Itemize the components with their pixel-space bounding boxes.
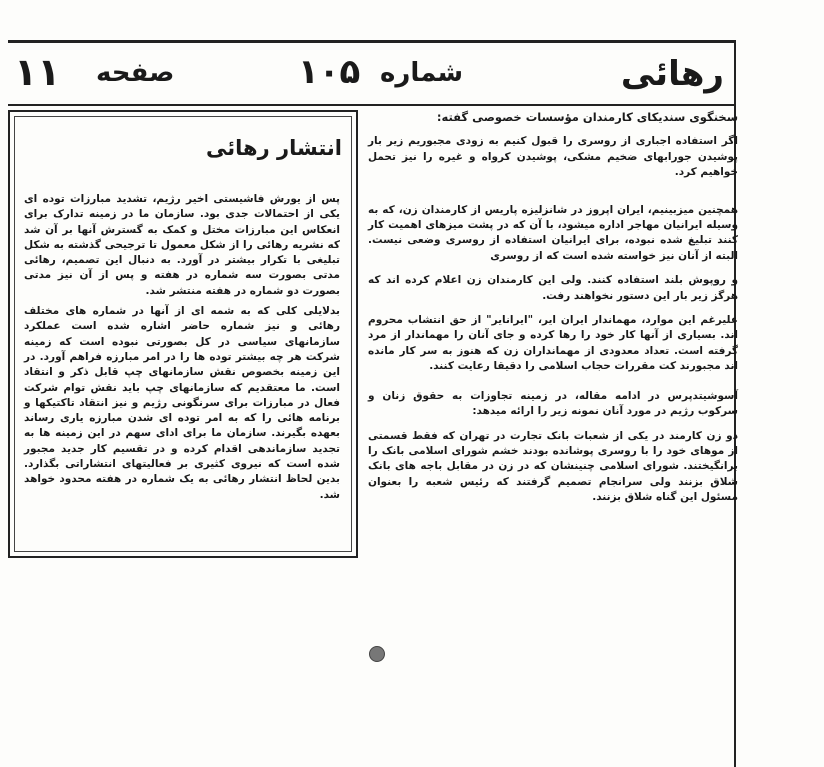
column-paragraph: علیرغم این موارد، مهماندار ایران ایر، "ایرانایر" از حق انتشاب محروم اند. بسیاری از آنها کار خود را رها کرده و جای آنان را مهماندار از مرد گرفته است. تعداد معدودی از مهمانداران زن که هنوز به سر کار مانده اند مجبورند کت مقررات حجاب اسلامی را دقیقا رعایت کنند. [368, 314, 738, 373]
column-paragraph: و روپوش بلند استفاده کنند. ولی این کارمندان زن اعلام کرده اند که هرگز زیر بار این دستور نخواهند رفت. [368, 274, 738, 302]
publication-name: رهائی [620, 54, 724, 94]
issue-number: ۱۰۵ [298, 52, 361, 92]
boxed-article [8, 110, 358, 558]
column-lead: سخنگوی سندیکای کارمندان مؤسسات خصوصی گفته: [436, 110, 738, 124]
news-column [368, 110, 738, 515]
column-paragraph: آسوشیتدپرس در ادامه مقاله، در زمینه تجاوزات به حقوق زنان و سرکوب رژیم در مورد آنان نمونه زیر را ارائه میدهد: [368, 389, 738, 418]
column-paragraph: همچنین میزبینیم، ایران اپروز در شانزلیزه پاریس از کارمندان زن، که به وسیله ایرانیان مهاجر اداره میشود، با آن که در پشت میزهای اهمیت کار کنند تبلیغ شده نبوده، برای ایرانیان استفاده از روسری وضعی نیست. البته از آنان نیز خواسته شده است که از روسری [368, 203, 738, 262]
top-rule [8, 40, 736, 43]
column-paragraph: دو زن کارمند در یکی از شعبات بانک تجارت در تهران که فقط قسمتی از موهای خود را با روسری پوشانده بودند خشم شورای اسلامی بانک را برانگیختند. شورای اسلامی چنینشان که در زن در مقابل باجه های بانک شلاق بزنند ولی سرانجام تصمیم گرفتند که رئیس شعبه را بعنوان مسئول این گناه شلاق بزنند. [368, 429, 738, 504]
masthead-bottom-rule [8, 104, 736, 106]
end-mark-dot [369, 646, 385, 662]
article-paragraph: بدلایلی کلی که به شمه ای از آنها در شماره های مختلف رهائی و نیز شماره حاضر اشاره شده است عملکرد سازمانهای سیاسی در کل بصورتی نبوده است که زمینه شرکت هر چه بیشتر توده ها را در امر مبارزه فراهم آورد. در این زمینه بخصوص نقش سازمانهای چپ قابل ذکر و انتقاد است. ما معتقدیم که سازمانهای چپ باید نقش توام شرکت فعال در مبارزات برای سرنگونی رژیم و نیز انتقاد تاکتیکها و برنامه هائی را که به امر توده ای شدن مبارزه یاری رساند بعهده بگیرند. سازمان ما برای ادای سهم در این زمینه ها به تجدید سازماندهی اقدام کرده و در تقسیم کار جدید مجبور شده است که نیروی کثیری بر فعالیتهای انتشاراتی بگذارد. بدین لحاظ انتشار رهائی به یک شماره در هفته محدود خواهد شد. [24, 305, 340, 501]
article-title: انتشار رهائی [206, 136, 342, 160]
issue-label: شماره [380, 58, 464, 88]
page-label: صفحه [96, 58, 175, 88]
column-paragraph: اگر استفاده اجباری از روسری را قبول کنیم به زودی مجبوریم زیر بار پوشیدن جورابهای ضخیم مشکی، پوشیدن کرواه و غیره را نیز تحمل خواهیم کرد. [368, 135, 738, 179]
article-body [24, 192, 340, 508]
page-number: ۱۱ [14, 50, 61, 94]
masthead [0, 44, 824, 104]
article-paragraph: پس از یورش فاشیستی اخیر رژیم، تشدید مبارزات توده ای یکی از احتمالات جدی بود. سازمان ما در زمینه تدارک برای انعکاس این مبارزات مختل و کمک به گسترش آنها بر آن شد که نشریه رهائی را از شکل معمول تا ترجیحی گذشته به شکل تبلیغی با تکرار بیشتر در آورد. به دنبال این تصمیم، رهائی مدتی بصورت سه شماره در هفته و پس از آن نیز مدتی بصورت دو شماره در هفته منتشر شد. [24, 193, 340, 297]
